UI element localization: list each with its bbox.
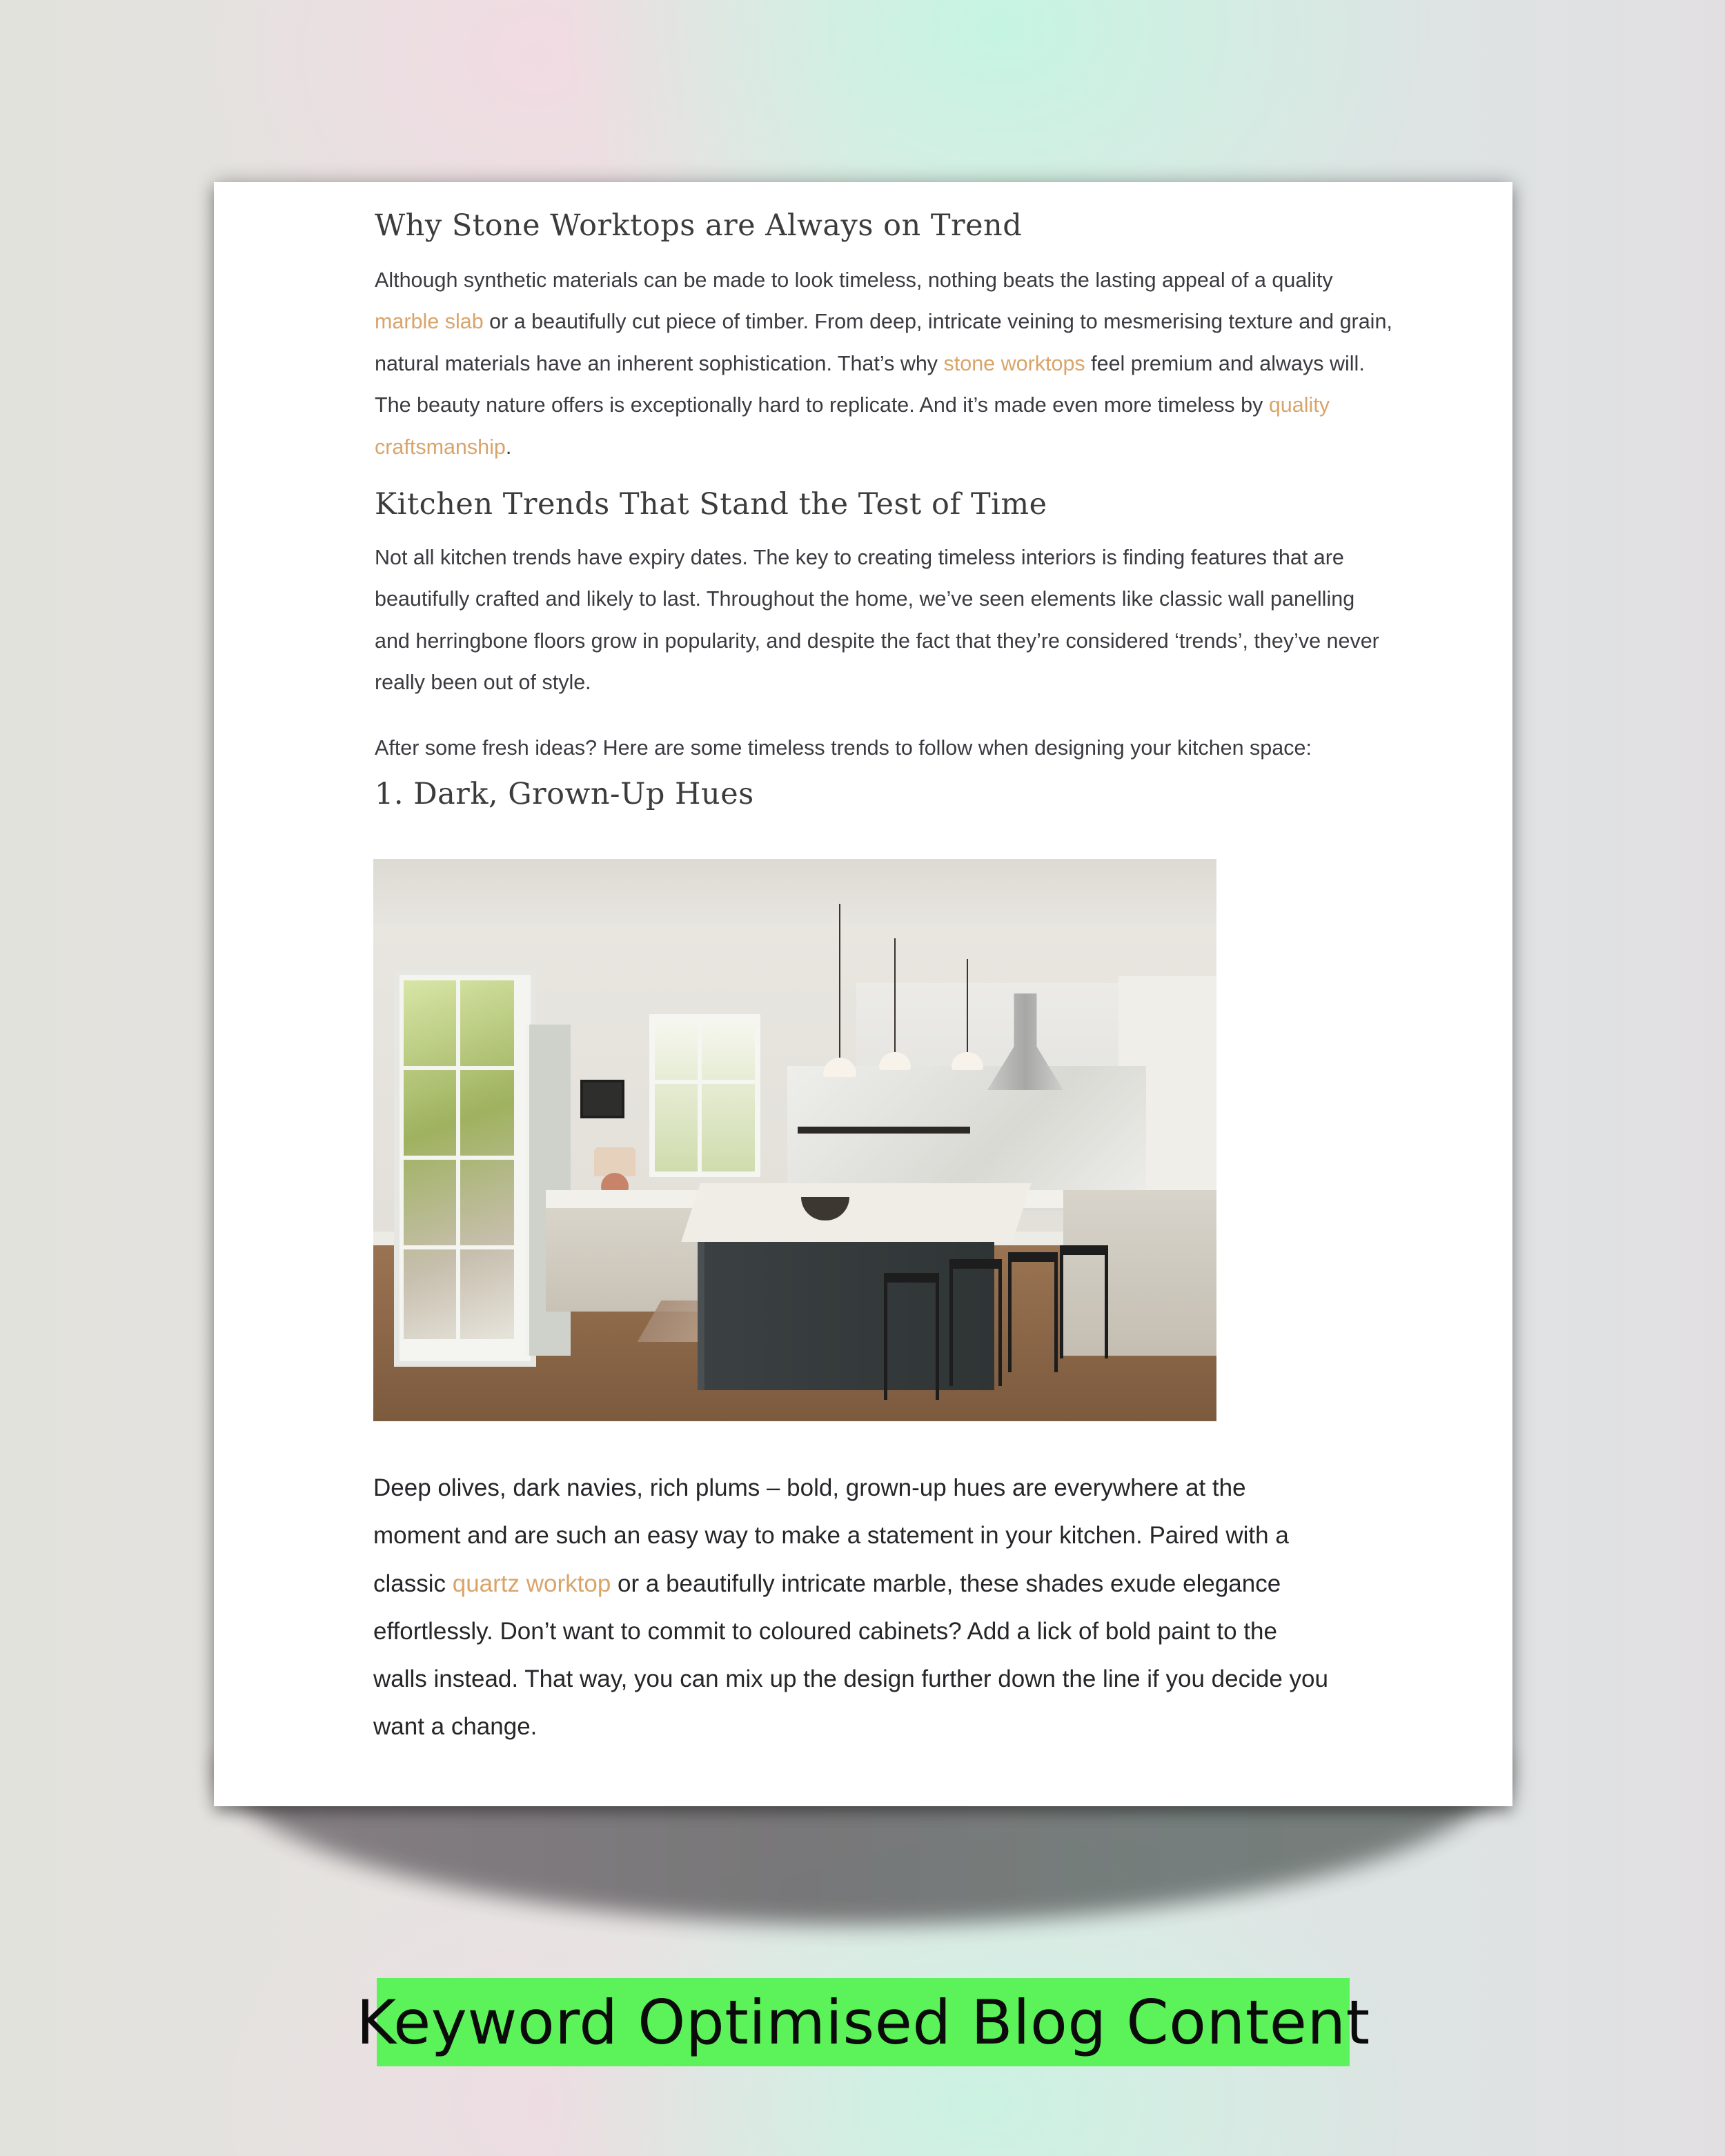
link-marble-slab[interactable]: marble slab	[375, 310, 484, 334]
dark-hues-section	[373, 1464, 1332, 1751]
caption-banner-text: Keyword Optimised Blog Content	[356, 1986, 1370, 2058]
text-run: or a beautifully cut piece of timber. From deep, intricate veining to mesmerising texture and grain, natural materials have an inherent sophistication. That’s why	[375, 310, 1392, 375]
heading-stone-worktops: Why Stone Worktops are Always on Trend	[375, 208, 1023, 243]
heading-dark-hues: 1. Dark, Grown-Up Hues	[375, 777, 754, 812]
link-stone-worktops[interactable]: stone worktops	[943, 351, 1085, 375]
caption-banner	[356, 1978, 1370, 2066]
paragraph-stone-worktops	[375, 259, 1396, 468]
paragraph-dark-hues	[373, 1464, 1332, 1751]
link-quartz-worktop[interactable]: quartz worktop	[452, 1570, 611, 1597]
kitchen-photo	[373, 859, 1216, 1421]
paragraph-fresh-ideas: After some fresh ideas? Here are some timeless trends to follow when designing your kitchen space:	[375, 735, 1312, 760]
paragraph-kitchen-trends: Not all kitchen trends have expiry dates. The key to creating timeless interiors is finding features that are beautifully crafted and likely to last. Throughout the home, we’ve seen elements like classic wall panelling and herringbone floors grow in popularity, and despite the fact that they’re considered ‘trends’, they’ve never really been out of style.	[375, 545, 1379, 695]
text-run: Deep olives, dark navies, rich plums – bold, grown-up hues are everywhere at the moment and are such an easy way to make a statement in your kitchen. Paired with a classic	[373, 1474, 1289, 1597]
article-content	[375, 208, 1396, 813]
blog-page	[214, 182, 1512, 1806]
heading-kitchen-trends: Kitchen Trends That Stand the Test of Time	[375, 487, 1047, 522]
link-quality-craftsmanship[interactable]: quality craftsmanship	[375, 393, 1330, 459]
text-run: or a beautifully intricate marble, these shades exude elegance effortlessly. Don’t want to commit to coloured cabinets? Add a lick of bold paint to the walls instead. That way, you can mix up the design further down the line if you decide you want a change.	[373, 1570, 1328, 1741]
text-run: Although synthetic materials can be made to look timeless, nothing beats the lasting appeal of a quality	[375, 268, 1333, 292]
text-run: .	[505, 435, 512, 459]
text-run: feel premium and always will. The beauty nature offers is exceptionally hard to replicate. And it’s made even more timeless by	[375, 351, 1365, 417]
